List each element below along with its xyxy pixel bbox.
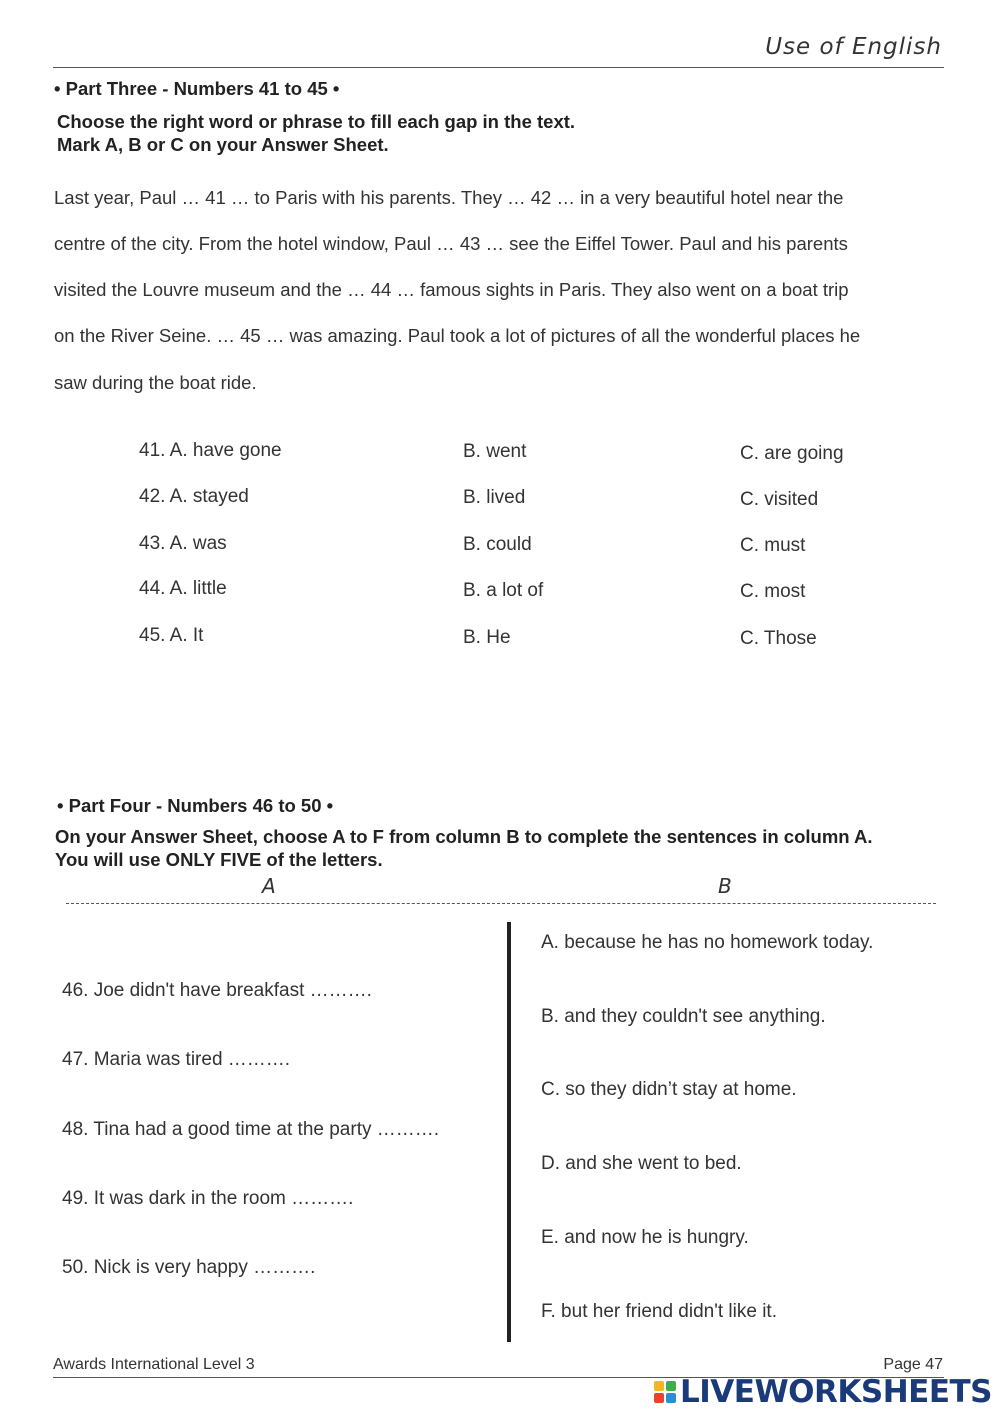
question-44-option-c[interactable]: C. most [740, 581, 806, 602]
ending-e[interactable]: E. and now he is hungry. [541, 1227, 749, 1248]
ending-a[interactable]: A. because he has no homework today. [541, 932, 874, 953]
question-41-option-a[interactable]: 41. A. have gone [139, 440, 282, 461]
part-four-heading: • Part Four - Numbers 46 to 50 • [57, 795, 334, 816]
column-a-label: A [262, 874, 276, 898]
header-rule [53, 67, 944, 68]
ending-c[interactable]: C. so they didn’t stay at home. [541, 1079, 797, 1100]
sentence-50: 50. Nick is very happy ………. [62, 1257, 316, 1278]
question-41-option-b[interactable]: B. went [463, 441, 527, 462]
ending-d[interactable]: D. and she went to bed. [541, 1153, 742, 1174]
passage-line: saw during the boat ride. [54, 372, 257, 393]
footer-level: Awards International Level 3 [53, 1356, 255, 1373]
sentence-47: 47. Maria was tired ………. [62, 1049, 291, 1070]
footer-page-number: Page 47 [883, 1356, 943, 1373]
ending-b[interactable]: B. and they couldn't see anything. [541, 1006, 826, 1027]
part-four-instruction-1: On your Answer Sheet, choose A to F from column B to complete the sentences in column A. [55, 826, 873, 847]
page-header-title: Use of English [765, 34, 942, 60]
question-42-option-c[interactable]: C. visited [740, 489, 819, 510]
question-43-option-b[interactable]: B. could [463, 534, 532, 555]
question-45-option-b[interactable]: B. He [463, 627, 511, 648]
passage-line: visited the Louvre museum and the … 44 … famous sights in Paris. They also went on a boat trip [54, 279, 849, 300]
column-dashed-divider [66, 903, 936, 904]
liveworksheets-icon [654, 1381, 676, 1403]
question-42-option-a[interactable]: 42. A. stayed [139, 486, 249, 507]
question-43-option-c[interactable]: C. must [740, 535, 806, 556]
question-45-option-c[interactable]: C. Those [740, 628, 817, 649]
part-three-heading: • Part Three - Numbers 41 to 45 • [54, 78, 340, 99]
question-43-option-a[interactable]: 43. A. was [139, 533, 227, 554]
sentence-49: 49. It was dark in the room ………. [62, 1188, 354, 1209]
question-45-option-a[interactable]: 45. A. It [139, 625, 204, 646]
sentence-48: 48. Tina had a good time at the party ………. [62, 1119, 440, 1140]
passage-line: Last year, Paul … 41 … to Paris with his parents. They … 42 … in a very beautiful hotel near the [54, 187, 844, 208]
question-44-option-b[interactable]: B. a lot of [463, 580, 544, 601]
question-44-option-a[interactable]: 44. A. little [139, 578, 227, 599]
column-vertical-divider [507, 922, 511, 1342]
question-41-option-c[interactable]: C. are going [740, 443, 844, 464]
ending-f[interactable]: F. but her friend didn't like it. [541, 1301, 777, 1322]
part-four-instruction-2: You will use ONLY FIVE of the letters. [55, 849, 383, 870]
part-three-instruction-2: Mark A, B or C on your Answer Sheet. [57, 134, 389, 155]
passage-line: centre of the city. From the hotel window, Paul … 43 … see the Eiffel Tower. Paul and his parents [54, 233, 848, 254]
passage-line: on the River Seine. … 45 … was amazing. Paul took a lot of pictures of all the wonderful places he [54, 325, 861, 346]
sentence-46: 46. Joe didn't have breakfast ………. [62, 980, 372, 1001]
column-b-label: B [718, 874, 732, 898]
question-42-option-b[interactable]: B. lived [463, 487, 526, 508]
liveworksheets-text: LIVEWORKSHEETS [680, 1374, 992, 1410]
liveworksheets-logo[interactable] [654, 1376, 992, 1408]
part-three-instruction-1: Choose the right word or phrase to fill each gap in the text. [57, 111, 576, 132]
